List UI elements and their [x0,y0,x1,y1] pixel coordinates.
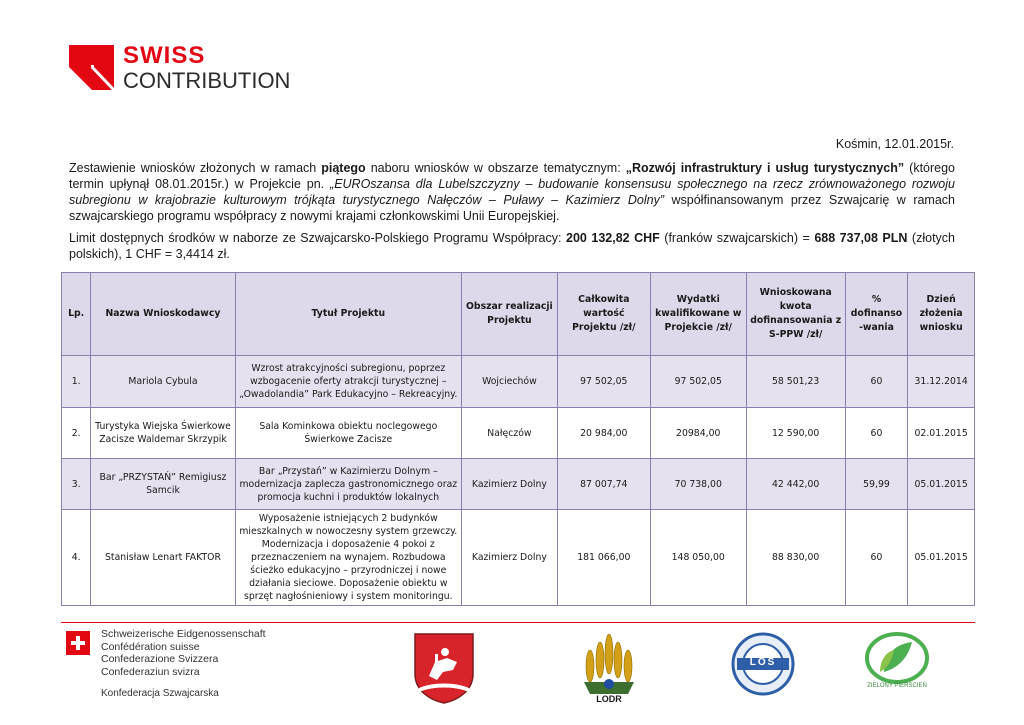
header-area: Obszar realizacji Projektu [461,273,557,356]
intro-theme: „Rozwój infrastruktury i usług turystycznych” [625,161,905,175]
confed-line-rm: Confederaziun svizra [101,665,200,678]
cell-area: Kazimierz Dolny [461,459,557,510]
cell-applicant: Bar „PRZYSTAŃ” Remigiusz Samcik [91,459,235,510]
cell-total: 181 066,00 [557,510,650,606]
limit-text-2: (franków szwajcarskich) = [659,231,815,245]
cell-title: Bar „Przystań” w Kazimierzu Dolnym – modernizacja zaplecza gastronomicznego oraz promocja kuchni i produktów lokalnych [235,459,461,510]
confed-line-de: Schweizerische Eidgenossenschaft [101,628,266,640]
lodr-label: LODR [596,694,622,704]
lubelskie-crest-icon [413,632,475,704]
header-requested: Wnioskowana kwota dofinansowania z S-PPW /zł/ [746,273,845,356]
cell-lp: 3. [62,459,91,510]
cell-percent: 60 [845,510,908,606]
cell-eligible: 20984,00 [650,408,746,459]
cell-total: 20 984,00 [557,408,650,459]
logo-contribution-text: CONTRIBUTION [123,68,291,93]
cell-requested: 58 501,23 [746,356,845,408]
cell-applicant: Stanisław Lenart FAKTOR [91,510,235,606]
table-row [62,408,975,459]
intro-project-name: „EUROszansa dla Lubelszczyzny – budowanie konsensusu społecznego na rzecz zrównoważonego rozwoju subregionu w krajobrazie kulturowym trójkąta turystycznego Nałęczów – Puławy – Kazimierz Dolny” [69,177,955,207]
header-date: Dzień złożenia wniosku [908,273,975,356]
intro-text-1: Zestawienie wniosków złożonych w ramach [69,161,322,175]
cell-percent: 59,99 [845,459,908,510]
limit-pln: 688 737,08 PLN [814,231,908,245]
cell-area: Nałęczów [461,408,557,459]
zielony-pierscien-leaf-icon [862,632,932,712]
header-percent: % dofinanso -wania [845,273,908,356]
table-row [62,459,975,510]
confederation-names [101,628,266,678]
cell-date: 05.01.2015 [908,459,975,510]
limit-text-1: Limit dostępnych środków w naborze ze Szwajcarsko-Polskiego Programu Współpracy: [69,231,566,245]
cell-eligible: 70 738,00 [650,459,746,510]
cell-title: Wzrost atrakcyjności subregionu, poprzez wzbogacenie oferty atrakcji turystycznej – „Owadolandia” Park Edukacyjno – Rekreacyjny. [235,356,461,408]
los-label: LOS [749,657,777,668]
cell-requested: 12 590,00 [746,408,845,459]
table-row [62,510,975,606]
cell-total: 87 007,74 [557,459,650,510]
cell-area: Wojciechów [461,356,557,408]
limit-text-3: (złotych polskich), 1 CHF = 3,4414 zł. [69,231,955,261]
header-applicant: Nazwa Wnioskodawcy [91,273,235,356]
cell-applicant: Turystyka Wiejska Świerkowe Zacisze Waldemar Skrzypik [91,408,235,459]
header-eligible: Wydatki kwalifikowane w Projekcie /zł/ [650,273,746,356]
document-date: Kośmin, 12.01.2015r. [835,137,954,151]
cell-total: 97 502,05 [557,356,650,408]
intro-text-2: naboru wniosków w obszarze tematycznym: [365,161,626,175]
applications-table [61,272,975,606]
cell-lp: 4. [62,510,91,606]
cell-lp: 2. [62,408,91,459]
cell-area: Kazimierz Dolny [461,510,557,606]
table-row [62,356,975,408]
swiss-contribution-mark-icon [69,45,114,90]
confed-line-fr: Confédération suisse [101,640,200,653]
header-lp: Lp. [62,273,91,356]
confed-line-it: Confederazione Svizzera [101,653,219,665]
swiss-cross-icon [66,631,90,655]
cell-requested: 88 830,00 [746,510,845,606]
cell-percent: 60 [845,356,908,408]
header-total: Całkowita wartość Projektu /zł/ [557,273,650,356]
intro-text-bold-1: piątego [321,161,366,175]
cell-date: 31.12.2014 [908,356,975,408]
cell-applicant: Mariola Cybula [91,356,235,408]
cell-title: Sala Kominkowa obiektu noclegowego Świerkowe Zacisze [235,408,461,459]
limit-paragraph [69,230,955,262]
cell-date: 02.01.2015 [908,408,975,459]
cell-title: Wyposażenie istniejących 2 budynków mieszkalnych w nowoczesny system grzewczy. Modernizacja i doposażenie 4 pokoi z przeznaczeniem na wynajem. Rozbudowa ścieżko edukacyjno – przyrodniczej i nowe działania sieciowe. Doposażenie obiektu w sprzęt nagłośnieniowy i system monitoringu. [235,510,461,606]
intro-paragraph [69,160,955,224]
cell-lp: 1. [62,356,91,408]
los-ring-icon [731,632,795,696]
cell-requested: 42 442,00 [746,459,845,510]
intro-text-4: współfinansowanym przez Szwajcarię w ramach szwajcarskiego programu współpracy z nowymi krajami członkowskimi Unii Europejskiej. [69,193,955,223]
cell-eligible: 97 502,05 [650,356,746,408]
swiss-contribution-logo [69,42,319,95]
intro-text-3: (którego termin upłynął 08.01.2015r.) w Projekcie pn. [69,161,956,191]
cell-percent: 60 [845,408,908,459]
table-header-row [62,273,975,356]
cell-date: 05.01.2015 [908,510,975,606]
confed-line-pl: Konfederacja Szwajcarska [101,688,219,699]
limit-chf: 200 132,82 CHF [566,231,660,245]
zielony-pierscien-label: ZIELONY PIERŚCIEŃ [867,683,927,689]
lodr-wheat-icon [580,632,638,708]
cell-eligible: 148 050,00 [650,510,746,606]
footer-divider [61,622,975,623]
logo-swiss-text: SWISS [123,42,206,69]
header-title: Tytuł Projektu [235,273,461,356]
